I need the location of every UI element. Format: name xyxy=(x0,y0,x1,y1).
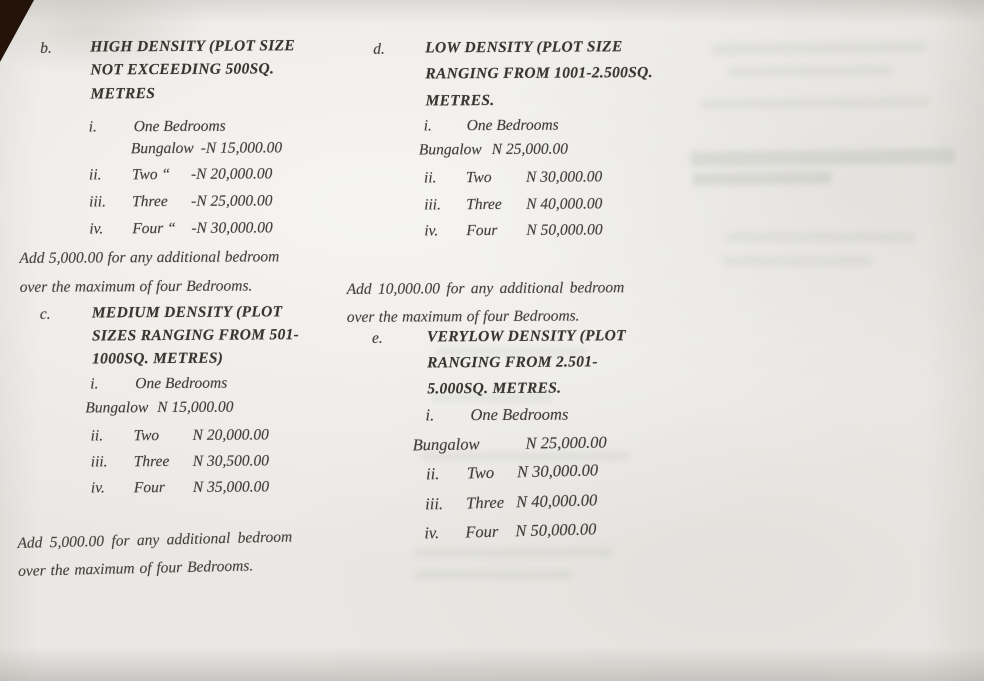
item-numeral: ii. xyxy=(423,169,437,187)
bungalow-line xyxy=(412,432,606,455)
item-price: N 40,000.00 xyxy=(515,490,598,512)
item-numeral: iii. xyxy=(424,196,442,214)
item-label: One Bedrooms xyxy=(135,374,228,393)
section-title-line: RANGING FROM 2.501- xyxy=(427,353,598,372)
item-price: -N 30,000.00 xyxy=(191,219,273,237)
item-label: Four xyxy=(466,221,498,240)
bungalow-word: Bungalow xyxy=(412,434,480,455)
item-numeral: ii. xyxy=(90,427,104,445)
fee-row xyxy=(89,219,272,238)
item-label: Two “ xyxy=(131,165,171,184)
fee-row xyxy=(89,165,272,184)
item-label: Two xyxy=(466,462,495,483)
section-title-line: NOT EXCEEDING 500SQ. xyxy=(90,60,275,79)
bungalow-line xyxy=(131,139,282,158)
item-price: -N 20,000.00 xyxy=(190,165,273,183)
section-title-line: RANGING FROM 1001-2.500SQ. xyxy=(425,64,653,83)
fee-row xyxy=(424,195,602,214)
item-price: N 50,000.00 xyxy=(515,519,597,541)
item-numeral: iv. xyxy=(424,523,440,543)
item-numeral: iv. xyxy=(90,479,105,497)
item-numeral: iii. xyxy=(90,453,108,471)
section-title-line: 5.000SQ. METRES. xyxy=(427,379,562,398)
item-label: Two xyxy=(465,168,492,187)
section-title-line: METRES xyxy=(90,85,156,103)
fee-row xyxy=(424,168,602,187)
section-marker: c. xyxy=(39,305,51,323)
section-marker: d. xyxy=(373,40,385,58)
item-label: One Bedrooms xyxy=(133,117,226,136)
bungalow-line xyxy=(85,399,233,418)
bungalow-line xyxy=(419,141,568,160)
fee-row xyxy=(424,519,597,543)
bungalow-price: N 25,000.00 xyxy=(491,140,568,158)
item-numeral: i. xyxy=(423,117,432,135)
item-price: N 40,000.00 xyxy=(526,195,603,213)
section-footnote xyxy=(17,523,293,585)
item-label: Two xyxy=(133,427,160,445)
bungalow-price: N 15,000.00 xyxy=(157,398,234,417)
item-numeral: iv. xyxy=(89,220,104,238)
bungalow-price: N 25,000.00 xyxy=(525,432,607,453)
item-label: Three xyxy=(132,192,168,211)
item-price: N 20,000.00 xyxy=(192,426,269,444)
item-label: Four xyxy=(133,479,165,497)
item-label: Three xyxy=(133,452,170,471)
item-price: N 35,000.00 xyxy=(192,478,270,496)
section-title-line: METRES. xyxy=(425,91,495,110)
item-label: Four “ xyxy=(132,219,176,238)
footnote-line: Add 5,000.00 for any additional bedroom xyxy=(19,248,280,267)
fee-row xyxy=(91,478,269,497)
section-marker: e. xyxy=(371,329,383,347)
item-numeral: iii. xyxy=(89,193,106,211)
item-price: N 30,000.00 xyxy=(525,168,603,186)
item-numeral: ii. xyxy=(425,464,440,484)
section-title-line: LOW DENSITY (PLOT SIZE xyxy=(425,38,623,57)
fee-row xyxy=(424,221,602,240)
item-label: Three xyxy=(465,492,505,513)
section-title-line: HIGH DENSITY (PLOT SIZE xyxy=(90,37,296,56)
item-label: Three xyxy=(466,195,502,214)
section-title-line: SIZES RANGING FROM 501- xyxy=(91,326,300,345)
item-price: -N 25,000.00 xyxy=(191,192,273,210)
item-numeral: iii. xyxy=(424,493,444,514)
footnote-line: Add 5,000.00 for any additional bedroom xyxy=(17,528,293,552)
footnote-line: over the maximum of four Bedrooms. xyxy=(17,557,254,580)
section-title-line: 1000SQ. METRES) xyxy=(92,349,224,368)
item-price: N 30,500.00 xyxy=(192,452,270,470)
fee-row xyxy=(425,490,598,514)
section-marker: b. xyxy=(40,39,52,57)
footnote-line: over the maximum of four Bedrooms. xyxy=(346,307,580,326)
bungalow-word: Bungalow xyxy=(418,141,482,159)
fee-row xyxy=(426,460,599,484)
item-numeral: i. xyxy=(425,405,435,425)
item-label: One Bedrooms xyxy=(466,116,559,135)
fee-row xyxy=(91,426,269,445)
bungalow-word: Bungalow xyxy=(130,139,194,158)
section-footnote xyxy=(19,242,279,302)
item-numeral: i. xyxy=(90,375,99,393)
footnote-line: over the maximum of four Bedrooms. xyxy=(19,277,253,296)
footnote-line: Add 10,000.00 for any additional bedroom xyxy=(346,279,625,298)
section-title-line: MEDIUM DENSITY (PLOT xyxy=(91,303,283,322)
fee-row xyxy=(89,192,272,211)
item-label: Four xyxy=(465,521,499,542)
section-title-line: VERYLOW DENSITY (PLOT xyxy=(426,327,626,346)
bungalow-word: Bungalow xyxy=(85,399,149,417)
item-numeral: iv. xyxy=(424,222,439,240)
fee-row xyxy=(91,452,269,471)
item-price: N 30,000.00 xyxy=(516,460,599,482)
item-label: One Bedrooms xyxy=(470,404,569,425)
item-price: N 50,000.00 xyxy=(526,221,603,239)
item-numeral: ii. xyxy=(88,166,102,184)
item-numeral: i. xyxy=(88,118,97,136)
section-footnote xyxy=(347,274,625,332)
bungalow-price: -N 15,000.00 xyxy=(200,139,283,157)
